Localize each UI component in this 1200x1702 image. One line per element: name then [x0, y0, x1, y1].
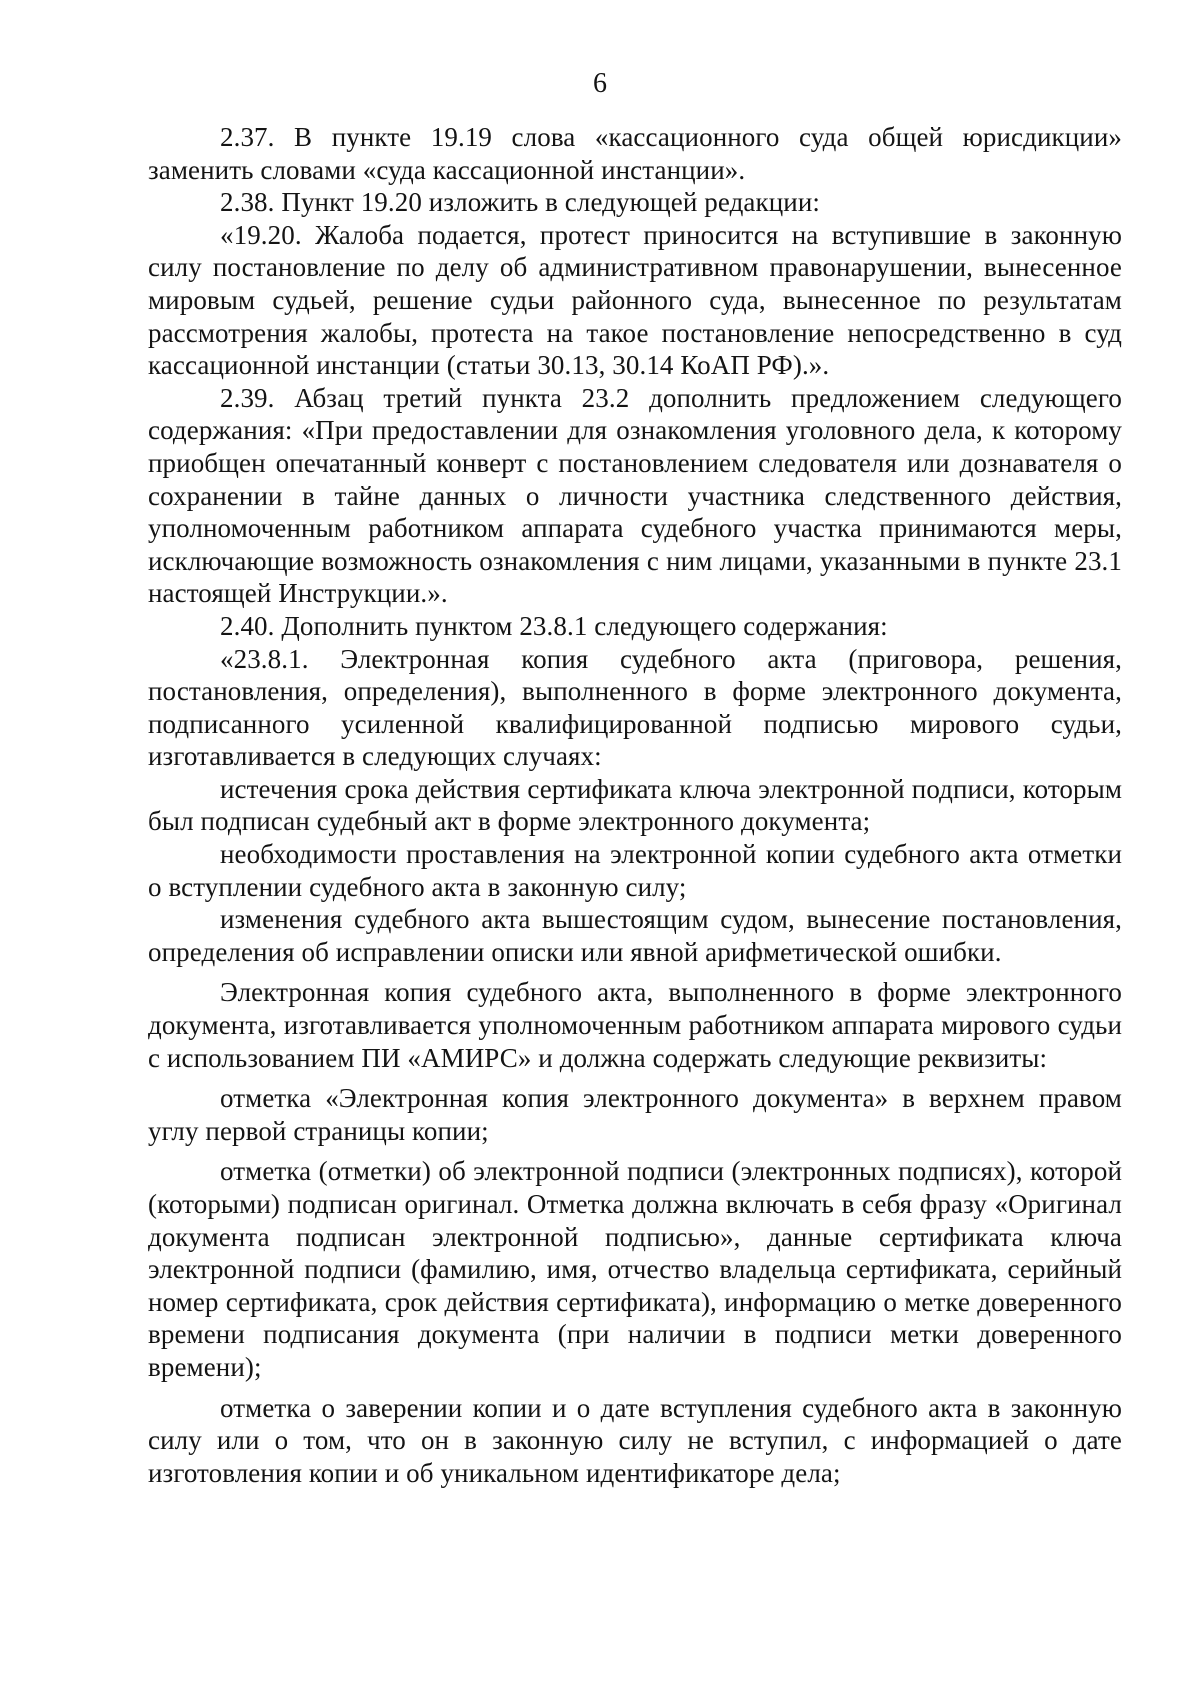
paragraph-19-20-quote: «19.20. Жалоба подается, протест приносится на вступившие в законную силу постановление по делу об административном правонарушении, вынесенное мировым судьей, решение судьи районного суда, вынесенное по результатам рассмотрения жалобы, протеста на такое постановление непосредственно в суд кассационной инстанции (статьи 30.13, 30.14 КоАП РФ).». — [148, 219, 1122, 381]
list-item-certification-mark: отметка о заверении копии и о дате вступления судебного акта в законную силу или о том, что он в законную силу не вступил, с информацией о дате изготовления копии и об уникальном идентификаторе дела; — [148, 1392, 1122, 1488]
document-body — [148, 121, 1122, 1489]
paragraph-2-39: 2.39. Абзац третий пункта 23.2 дополнить предложением следующего содержания: «При предоставлении для ознакомления уголовного дела, к которому приобщен опечатанный конверт с постановлением следователя или дознавателя о сохранении в тайне данных о личности участника следственного действия, уполномоченным работником аппарата судебного участка принимаются меры, исключающие возможность ознакомления с ним лицами, указанными в пункте 23.1 настоящей Инструкции.». — [148, 382, 1122, 609]
paragraph-2-40: 2.40. Дополнить пунктом 23.8.1 следующего содержания: — [220, 610, 888, 641]
paragraph-23-8-1-quote: «23.8.1. Электронная копия судебного акта (приговора, решения, постановления, определения), выполненного в форме электронного документа, подписанного усиленной квалифицированной подписью мирового судьи, изготавливается в следующих случаях: — [148, 643, 1122, 772]
paragraph-2-37: 2.37. В пункте 19.19 слова «кассационного суда общей юрисдикции» заменить словами «суда кассационной инстанции». — [148, 122, 1122, 185]
list-item-act-change: изменения судебного акта вышестоящим судом, вынесение постановления, определения об исправлении описки или явной арифметической ошибки. — [148, 904, 1122, 967]
list-item-legal-force-mark: необходимости проставления на электронной копии судебного акта отметки о вступлении судебного акта в законную силу; — [148, 839, 1122, 902]
list-item-signature-mark: отметка (отметки) об электронной подписи (электронных подписях), которой (которыми) подписан оригинал. Отметка должна включать в себя фразу «Оригинал документа подписан электронной подписью», данные сертификата ключа электронной подписи (фамилию, имя, отчество владельца сертификата, серийный номер сертификата, срок действия сертификата), информацию о метке доверенного времени подписания документа (при наличии в подписи метки доверенного времени); — [148, 1156, 1122, 1382]
paragraph-2-38: 2.38. Пункт 19.20 изложить в следующей редакции: — [220, 187, 820, 218]
page-number: 6 — [593, 68, 607, 99]
list-item-copy-mark: отметка «Электронная копия электронного документа» в верхнем правом углу первой страницы копии; — [148, 1083, 1122, 1146]
paragraph-electronic-copy: Электронная копия судебного акта, выполненного в форме электронного документа, изготавливается уполномоченным работником аппарата мирового судьи с использованием ПИ «АМИРС» и должна содержать следующие реквизиты: — [148, 977, 1122, 1073]
list-item-certificate-expiry: истечения срока действия сертификата ключа электронной подписи, которым был подписан судебный акт в форме электронного документа; — [148, 773, 1122, 837]
